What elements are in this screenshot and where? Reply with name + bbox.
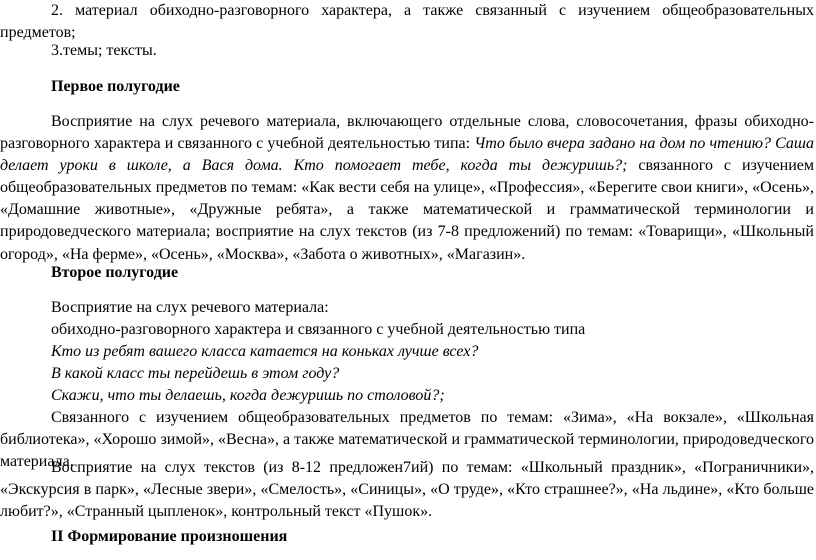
paragraph-first-half bbox=[0, 111, 814, 266]
section-heading-pronunciation: II Формирование произношения bbox=[51, 528, 288, 545]
paragraph-line: обиходно-разговорного характера и связанного с учебной деятельностью типа bbox=[51, 321, 586, 338]
paragraph-text-continued: связанного с изучением общеобразовательных предметов по темам: «Как вести себя на улице», «Профессия», «Берегите свои книги», «Осень», «Домашние животные», «Дружные ребята», а также математической и грамматической терминологии и природоведческого материала; восприятие на слух текстов (из 7-8 предложений) по темам: «Товарищи», «Школьный огород», «На ферме», «Осень», «Москва», «Забота о животных», «Магазин». bbox=[0, 157, 814, 263]
example-phrases: Что было вчера задано на дом по чтению? Саша делает уроки в школе, а Вася дома. Кто помогает тебе, когда ты дежуришь?; bbox=[0, 135, 814, 175]
paragraph-text: Восприятие на слух речевого материала, включающего отдельные слова, словосочетания, фразы обиходно-разговорного характера и связанного с учебной деятельностью типа: bbox=[0, 113, 814, 153]
paragraph-texts: Восприятие на слух текстов (из 8-12 предложен7ий) по темам: «Школьный праздник», «Пограничники», «Экскурсия в парк», «Лесные звери», «Смелость», «Синицы», «О труде», «Кто страшнее?», «На льдине», «Кто больше любит?», «Странный цыпленок», контрольный текст «Пушок». bbox=[0, 459, 814, 521]
section-heading-first-half: Первое полугодие bbox=[51, 78, 180, 95]
paragraph-topics: Связанного с изучением общеобразовательных предметов по темам: «Зима», «На вокзале», «Школьная библиотека», «Хорошо зимой», «Весна», а также математической и грамматической терминологии, природоведческого материала. bbox=[0, 409, 814, 471]
paragraph-line: Восприятие на слух речевого материала: bbox=[51, 299, 329, 316]
list-item-3: 3.темы; тексты. bbox=[51, 42, 157, 59]
section-heading-second-half: Второе полугодие bbox=[51, 264, 179, 281]
list-item-2: 2. материал обиходно-разговорного характера, а также связанный с изучением общеобразовательных предметов; bbox=[0, 2, 814, 42]
example-question: В какой класс ты перейдешь в этом году? bbox=[51, 365, 340, 382]
example-question: Кто из ребят вашего класса катается на коньках лучше всех? bbox=[51, 343, 479, 360]
example-question: Скажи, что ты делаешь, когда дежуришь по столовой?; bbox=[51, 387, 445, 404]
